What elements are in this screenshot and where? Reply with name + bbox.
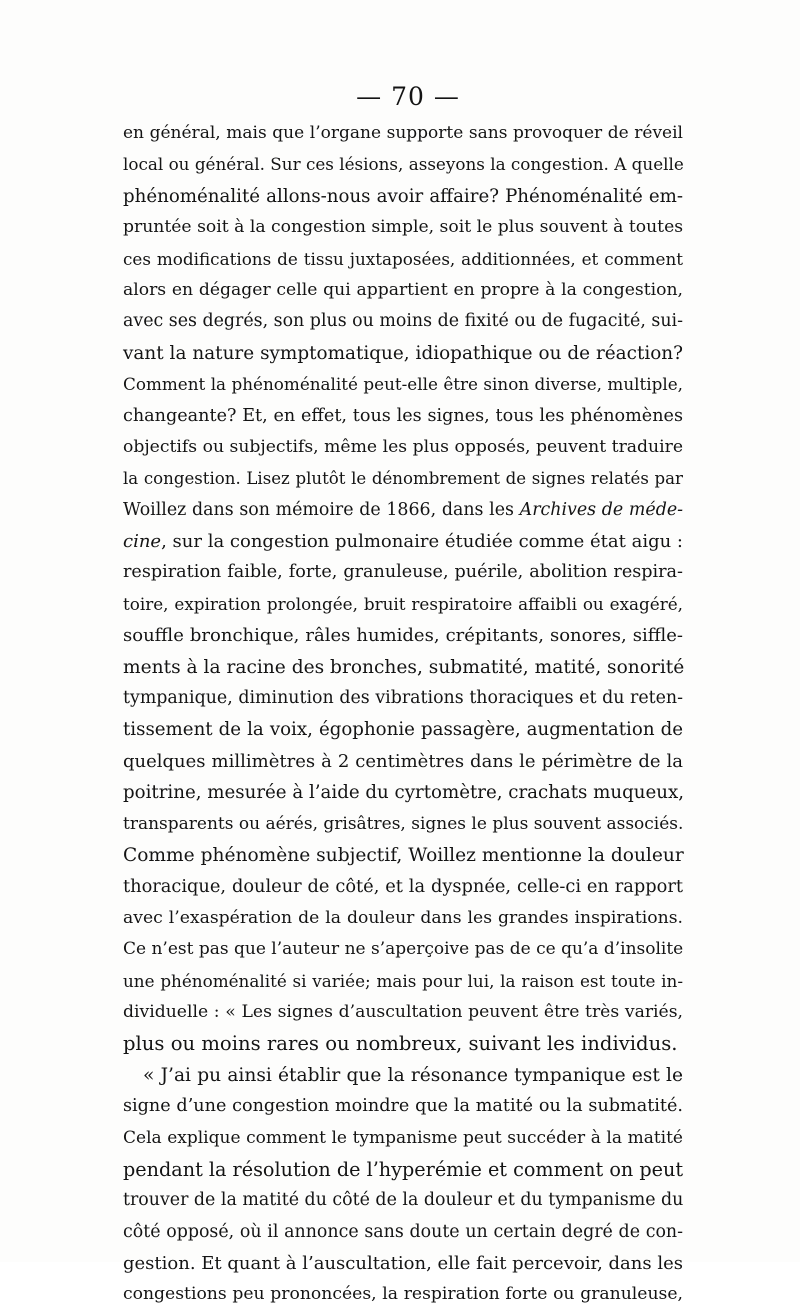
text-line [123, 526, 683, 557]
line-text: signe d’une congestion moindre que la matité ou la submatité. [123, 1096, 683, 1117]
line-text: changeante? Et, en effet, tous les signes, tous les phénomènes [123, 405, 683, 426]
line-text: local ou général. Sur ces lésions, asseyons la congestion. A quelle [123, 154, 684, 175]
line-text: plus ou moins rares ou nombreux, suivant les individus. [123, 1032, 678, 1056]
text-line [123, 244, 683, 275]
text-line [123, 557, 683, 588]
line-text: objectifs ou subjectifs, même les plus opposés, peuvent traduire [123, 436, 683, 457]
text-line [123, 306, 683, 337]
line-text: tissement de la voix, égophonie passagère, augmentation de [123, 719, 683, 741]
text-line [123, 589, 683, 620]
line-text: quelques millimètres à 2 centimètres dans le périmètre de la [123, 750, 683, 772]
text-line [123, 369, 683, 400]
text-line [123, 495, 683, 526]
line-text: gestion. Et quant à l’auscultation, elle fait percevoir, dans les [123, 1253, 683, 1275]
text-line [123, 997, 683, 1028]
text-line [123, 1248, 683, 1279]
text-line [123, 1185, 683, 1216]
line-text: « J’ai pu ainsi établir que la résonance tympanique est le [143, 1064, 683, 1086]
line-text: côté opposé, où il annonce sans doute un certain degré de con- [123, 1221, 683, 1242]
line-text: pendant la résolution de l’hyperémie et comment on peut [123, 1157, 684, 1181]
line-text: pruntée soit à la congestion simple, soit le plus souvent à toutes [123, 217, 684, 238]
text-line [123, 432, 683, 463]
line-text: congestions peu prononcées, la respiration forte ou granuleuse, [123, 1284, 683, 1305]
body-text [123, 118, 683, 1311]
line-text: alors en dégager celle qui appartient en propre à la congestion, [123, 279, 683, 300]
text-line [123, 620, 683, 651]
text-line [123, 212, 683, 243]
line-text: avec l’exaspération de la douleur dans les grandes inspirations. [123, 907, 683, 928]
text-line [123, 1217, 683, 1248]
line-text: en général, mais que l’organe supporte sans provoquer de réveil [123, 123, 683, 143]
line-text: , sur la congestion pulmonaire étudiée comme état aigu : [161, 531, 683, 553]
line-text: Woillez dans son mémoire de 1866, dans les [123, 499, 520, 520]
text-line [123, 1154, 683, 1185]
line-text: poitrine, mesurée à l’aide du cyrtomètre, crachats muqueux, [123, 782, 685, 804]
italic-title: cine [123, 531, 162, 553]
text-line [123, 181, 683, 212]
line-text: la congestion. Lisez plutôt le dénombrement de signes relatés par [123, 469, 683, 489]
line-text: ments à la racine des bronches, submatité, matité, sonorité [123, 656, 685, 678]
italic-title: Archives de méde- [519, 499, 683, 520]
text-line [123, 1028, 683, 1059]
line-text: thoracique, douleur de côté, et la dyspnée, celle-ci en rapport [123, 876, 683, 898]
line-text: avec ses degrés, son plus ou moins de fixité ou de fugacité, sui- [123, 311, 683, 332]
text-line [123, 934, 683, 965]
text-line [123, 746, 683, 777]
text-line [123, 275, 683, 306]
text-line [123, 652, 683, 683]
line-text: phénoménalité allons-nous avoir affaire? Phénoménalité em- [123, 185, 683, 207]
line-text: dividuelle : « Les signes d’auscultation peuvent être très variés, [123, 1001, 683, 1022]
line-text: trouver de la matité du côté de la douleur et du tympanisme du [123, 1190, 684, 1211]
text-line [123, 714, 683, 745]
line-text: transparents ou aérés, grisâtres, signes le plus souvent associés. [123, 813, 684, 834]
line-text: Comment la phénoménalité peut-elle être sinon diverse, multiple, [123, 374, 683, 395]
text-line [123, 118, 683, 149]
text-line [123, 1123, 683, 1154]
line-text: une phénoménalité si variée; mais pour lui, la raison est toute in- [123, 970, 683, 991]
text-line [123, 338, 683, 369]
text-line [123, 149, 683, 180]
line-text: Ce n’est pas que l’auteur ne s’aperçoive pas de ce qu’a d’insolite [123, 939, 684, 960]
text-line [123, 683, 683, 714]
page-number: — 70 — [356, 82, 460, 111]
line-text: tympanique, diminution des vibrations thoraciques et du reten- [123, 688, 683, 709]
text-line [123, 777, 683, 808]
text-line [123, 401, 683, 432]
text-line [123, 809, 683, 840]
line-text: Cela explique comment le tympanisme peut succéder à la matité [123, 1127, 683, 1148]
line-text: ces modifications de tissu juxtaposées, additionnées, et comment [123, 248, 683, 269]
line-text: souffle bronchique, râles humides, crépitants, sonores, siffle- [123, 625, 683, 647]
text-line [123, 840, 683, 871]
line-text: vant la nature symptomatique, idiopathique ou de réaction? [123, 342, 683, 364]
text-line [123, 903, 683, 934]
text-line [123, 966, 683, 997]
line-text: toire, expiration prolongée, bruit respiratoire affaibli ou exagéré, [123, 593, 683, 614]
line-text: respiration faible, forte, granuleuse, puérile, abolition respira- [123, 562, 683, 583]
text-line [123, 1279, 683, 1310]
text-line [123, 871, 683, 902]
text-line [123, 1060, 683, 1091]
line-text: Comme phénomène subjectif, Woillez mentionne la douleur [123, 844, 684, 866]
text-line [123, 463, 683, 494]
text-line [123, 1091, 683, 1122]
